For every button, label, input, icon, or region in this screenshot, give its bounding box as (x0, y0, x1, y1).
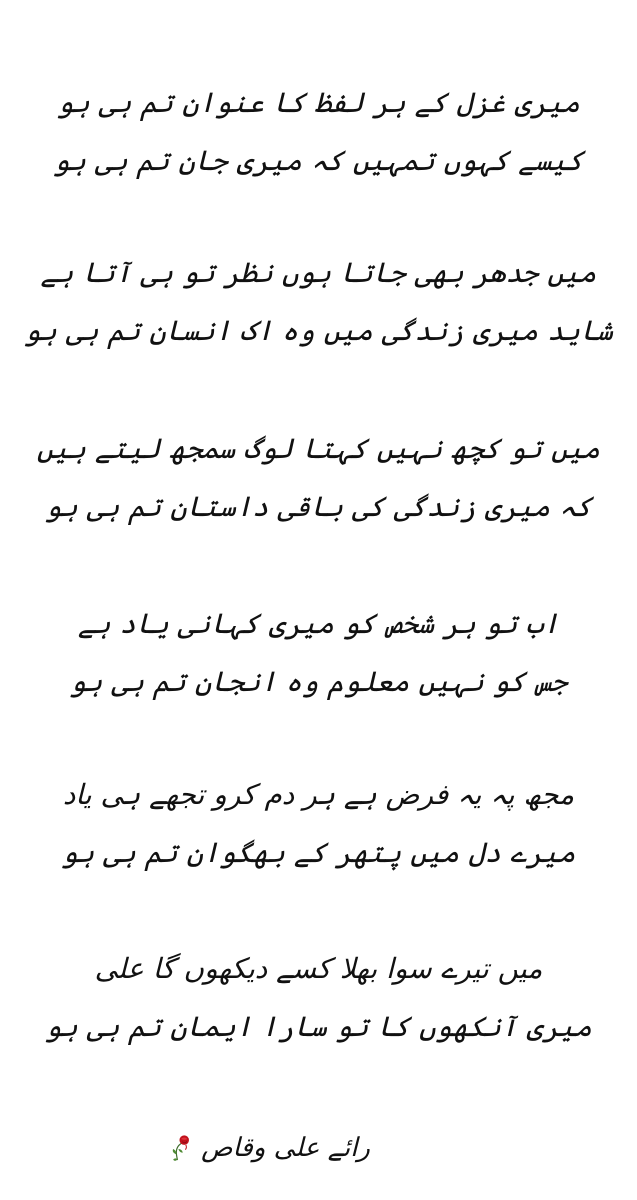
verse-line: اب تو ہر شخص کو میری کہانی یاد ہے (77, 607, 560, 640)
verse-line: شاید میری زندگی میں وہ اک انسان تم ہی ہو (24, 314, 613, 347)
verse-line: میری آنکھوں کا تو سارا ایمان تم ہی ہو (45, 1010, 592, 1043)
verse-line: میرے دل میں پتھر کے بھگوان تم ہی ہو (61, 836, 576, 869)
verse-line: میری غزل کے ہر لفظ کا عنوان تم ہی ہو (56, 86, 581, 119)
verse-line: کیسے کہوں تمہیں کہ میری جان تم ہی ہو (53, 144, 584, 177)
verse-line: جس کو نہیں معلوم وہ انجان تم ہی ہو (69, 665, 568, 698)
author-name: رائے علی وقاص (201, 1133, 370, 1163)
stanza-2 (0, 244, 637, 360)
stanza-3 (0, 420, 637, 536)
verse-line: کہ میری زندگی کی باقی داستان تم ہی ہو (45, 490, 592, 523)
author-signature (170, 1118, 370, 1178)
verse-line: میں جدھر بھی جاتا ہوں نظر تو ہی آتا ہے (40, 256, 597, 289)
verse-line: میں تو کچھ نہیں کہتا لوگ سمجھ لیتے ہیں (36, 432, 601, 465)
wilted-rose-icon (170, 1120, 191, 1176)
stanza-4 (0, 595, 637, 711)
stanza-6 (0, 940, 637, 1056)
verse-line: مجھ پہ یہ فرض ہے ہر دم کرو تجھے ہی یاد (62, 778, 575, 811)
stanza-1 (0, 74, 637, 190)
verse-line: میں تیرے سوا بھلا کسے دیکھوں گا علی (94, 952, 543, 985)
stanza-5 (0, 766, 637, 882)
